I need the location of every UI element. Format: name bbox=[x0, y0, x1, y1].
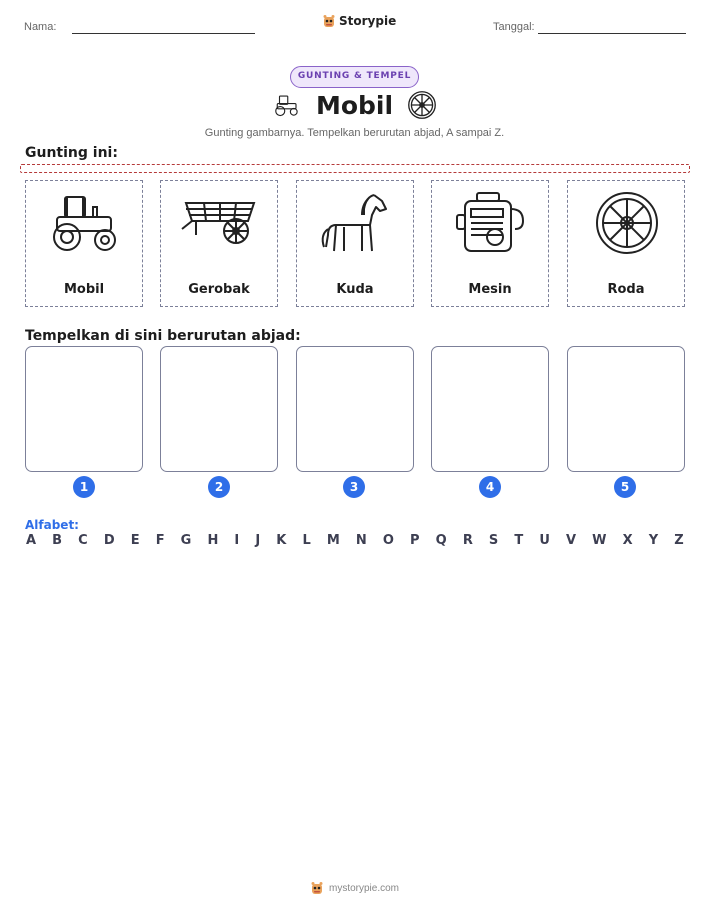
paste-heading: Tempelkan di sini berurutan abjad: bbox=[25, 328, 301, 344]
name-line[interactable] bbox=[72, 33, 255, 34]
card-label: Roda bbox=[607, 282, 645, 297]
alphabet-letter: X bbox=[622, 533, 633, 548]
alphabet-letter: Q bbox=[435, 533, 447, 548]
cut-card-mesin[interactable] bbox=[431, 180, 549, 307]
wheel-icon bbox=[587, 189, 667, 257]
storypie-logo-icon bbox=[310, 881, 324, 895]
alphabet-letter: L bbox=[302, 533, 311, 548]
horse-icon bbox=[316, 189, 396, 257]
alphabet-letter: S bbox=[488, 533, 499, 548]
slot-number-3: 3 bbox=[343, 476, 365, 498]
alphabet-letter: H bbox=[207, 533, 219, 548]
paste-slot-2[interactable] bbox=[160, 346, 278, 472]
paste-slot-5[interactable] bbox=[567, 346, 685, 472]
alphabet-letter: D bbox=[103, 533, 115, 548]
cut-card-kuda[interactable] bbox=[296, 180, 414, 307]
cut-line bbox=[20, 164, 690, 173]
alphabet-letter: C bbox=[78, 533, 88, 548]
slot-number-5: 5 bbox=[614, 476, 636, 498]
alphabet-letter: U bbox=[539, 533, 550, 548]
paste-slot-1[interactable] bbox=[25, 346, 143, 472]
alphabet-letter: F bbox=[155, 533, 165, 548]
brand-logo bbox=[322, 14, 396, 28]
card-label: Mesin bbox=[468, 282, 512, 297]
cut-card-gerobak[interactable] bbox=[160, 180, 278, 307]
alphabet-letter: M bbox=[326, 533, 340, 548]
alphabet-letter: B bbox=[52, 533, 63, 548]
brand-name: Storypie bbox=[339, 14, 397, 28]
alphabet-letter: G bbox=[180, 533, 192, 548]
wheel-icon bbox=[407, 90, 437, 120]
name-label: Nama: bbox=[24, 21, 57, 33]
alphabet-heading: Alfabet: bbox=[25, 518, 79, 532]
alphabet-letter: V bbox=[566, 533, 577, 548]
card-label: Gerobak bbox=[188, 282, 250, 297]
alphabet-letter: E bbox=[130, 533, 140, 548]
alphabet-letter: Z bbox=[674, 533, 684, 548]
slot-number-2: 2 bbox=[208, 476, 230, 498]
alphabet-letter: R bbox=[462, 533, 473, 548]
tractor-icon bbox=[272, 90, 302, 120]
alphabet-letter: T bbox=[514, 533, 524, 548]
alphabet-letter: K bbox=[276, 533, 287, 548]
alphabet-letter: Y bbox=[648, 533, 659, 548]
activity-badge: GUNTING & TEMPEL bbox=[290, 66, 419, 88]
card-label: Kuda bbox=[336, 282, 374, 297]
storypie-logo-icon bbox=[322, 14, 336, 28]
date-line[interactable] bbox=[538, 33, 686, 34]
alphabet-letter: A bbox=[26, 533, 37, 548]
slot-number-4: 4 bbox=[479, 476, 501, 498]
footer-site[interactable]: mystorypie.com bbox=[328, 882, 399, 894]
alphabet-letter: N bbox=[355, 533, 367, 548]
date-label: Tanggal: bbox=[493, 21, 535, 33]
instruction-text: Gunting gambarnya. Tempelkan berurutan abjad, A sampai Z. bbox=[204, 127, 505, 139]
worksheet-title: Mobil bbox=[315, 90, 394, 120]
alphabet-letter: P bbox=[410, 533, 420, 548]
cut-card-mobil[interactable] bbox=[25, 180, 143, 307]
cart-icon bbox=[180, 189, 260, 257]
tractor-icon bbox=[45, 189, 125, 257]
cut-card-roda[interactable] bbox=[567, 180, 685, 307]
footer bbox=[0, 881, 709, 895]
alphabet-letter: I bbox=[234, 533, 240, 548]
paste-slot-4[interactable] bbox=[431, 346, 549, 472]
alphabet-row bbox=[26, 533, 684, 548]
slot-number-1: 1 bbox=[73, 476, 95, 498]
title-row bbox=[0, 90, 709, 120]
engine-icon bbox=[451, 189, 531, 257]
paste-slot-3[interactable] bbox=[296, 346, 414, 472]
card-label: Mobil bbox=[63, 282, 105, 297]
cut-heading: Gunting ini: bbox=[25, 145, 118, 161]
alphabet-letter: W bbox=[592, 533, 607, 548]
alphabet-letter: O bbox=[382, 533, 394, 548]
alphabet-letter: J bbox=[255, 533, 261, 548]
